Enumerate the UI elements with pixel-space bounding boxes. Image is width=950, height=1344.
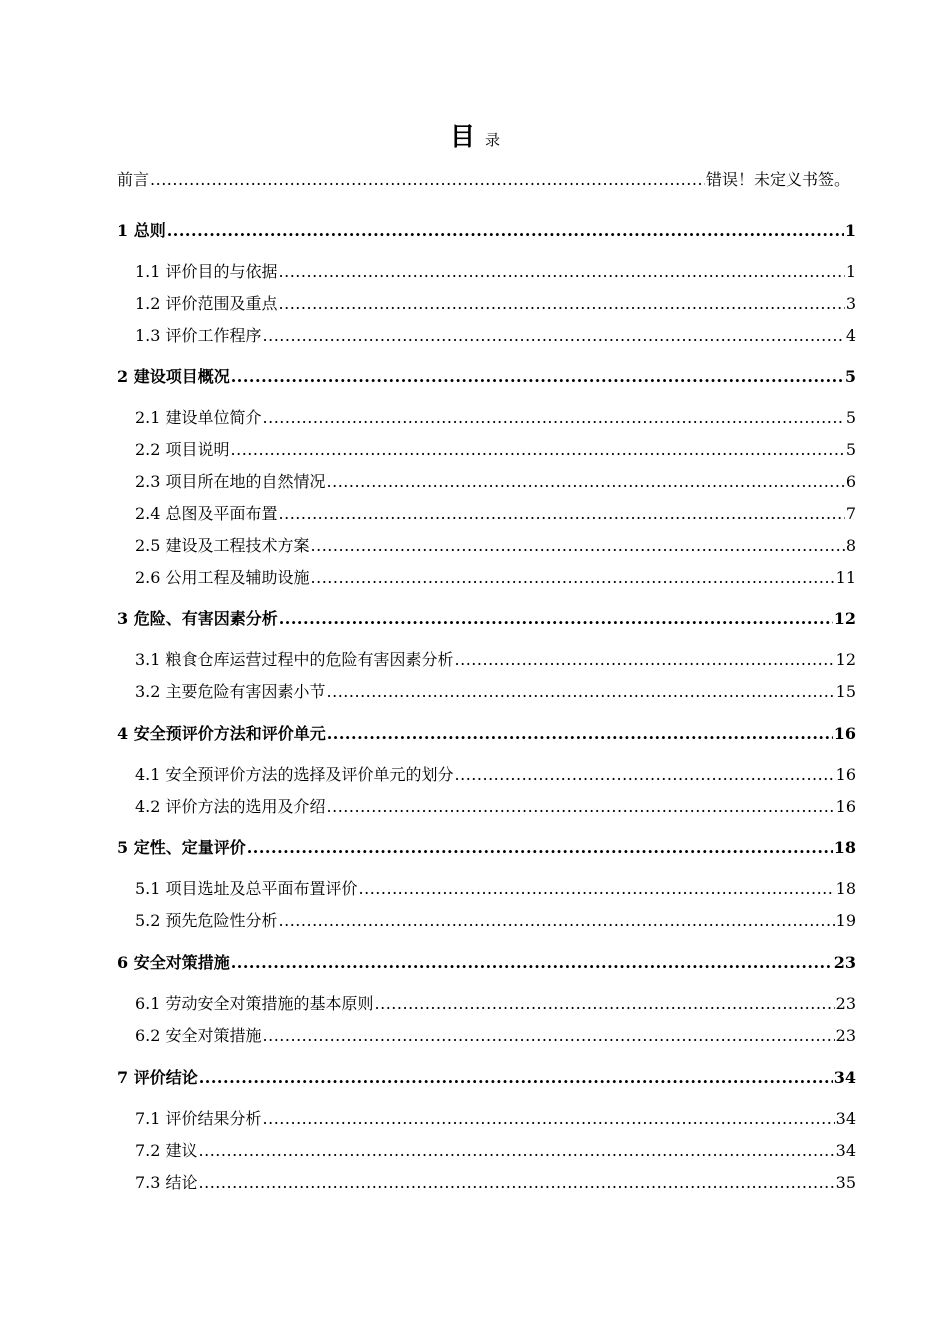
toc-leader-dots xyxy=(263,406,845,430)
toc-entry-page: 16 xyxy=(835,765,856,784)
toc-entry-page: 23 xyxy=(835,1026,856,1045)
toc-entry-page: 34 xyxy=(835,1141,856,1160)
toc-leader-dots xyxy=(231,438,845,462)
toc-entry-page: 5 xyxy=(845,440,856,459)
toc-entry-subsection[interactable] xyxy=(135,566,856,590)
toc-entry-label: 7 评价结论 xyxy=(117,1068,198,1087)
toc-entry-label: 2 建设项目概况 xyxy=(117,367,230,386)
toc-leader-dots xyxy=(327,680,835,704)
toc-entry-subsection[interactable] xyxy=(135,292,856,316)
toc-leader-dots xyxy=(455,763,835,787)
toc-entry-page: 34 xyxy=(833,1068,856,1087)
toc-entry-section[interactable] xyxy=(117,365,856,389)
toc-entry-subsection[interactable] xyxy=(135,324,856,348)
toc-entry-label: 1.3 评价工作程序 xyxy=(135,326,262,345)
toc-leader-dots xyxy=(231,951,833,975)
toc-leader-dots xyxy=(327,470,845,494)
toc-entry-page: 12 xyxy=(833,609,856,628)
toc-entry-label: 4.1 安全预评价方法的选择及评价单元的划分 xyxy=(135,765,454,784)
toc-entry-page: 12 xyxy=(835,650,856,669)
toc-entry-label: 6 安全对策措施 xyxy=(117,953,230,972)
toc-entry-subsection[interactable] xyxy=(135,1139,856,1163)
toc-entry-page: 16 xyxy=(835,797,856,816)
toc-leader-dots xyxy=(279,292,845,316)
toc-entry-section[interactable] xyxy=(117,836,856,860)
toc-leader-dots xyxy=(375,992,835,1016)
toc-entry-subsection[interactable] xyxy=(135,1171,856,1195)
toc-leader-dots xyxy=(279,909,835,933)
toc-entry-page: 34 xyxy=(835,1109,856,1128)
toc-entry-subsection[interactable] xyxy=(135,877,856,901)
toc-entry-preface[interactable] xyxy=(117,168,850,192)
toc-entry-label: 7.1 评价结果分析 xyxy=(135,1109,262,1128)
toc-entry-page: 8 xyxy=(845,536,856,555)
toc-entry-page: 35 xyxy=(835,1173,856,1192)
toc-entry-page: 23 xyxy=(833,953,856,972)
toc-leader-dots xyxy=(150,168,705,192)
toc-entry-section[interactable] xyxy=(117,1066,856,1090)
toc-entry-label: 2.4 总图及平面布置 xyxy=(135,504,278,523)
toc-leader-dots xyxy=(279,607,833,631)
toc-entry-page: 1 xyxy=(844,221,856,240)
toc-entry-page: 16 xyxy=(833,724,856,743)
toc-entry-page: 错误！未定义书签。 xyxy=(705,170,850,189)
toc-entry-label: 3 危险、有害因素分析 xyxy=(117,609,278,628)
toc-entry-section[interactable] xyxy=(117,951,856,975)
toc-entry-label: 6.1 劳动安全对策措施的基本原则 xyxy=(135,994,374,1013)
toc-entry-subsection[interactable] xyxy=(135,648,856,672)
toc-entry-label: 7.2 建议 xyxy=(135,1141,198,1160)
toc-leader-dots xyxy=(199,1171,835,1195)
toc-leader-dots xyxy=(359,877,835,901)
toc-entry-subsection[interactable] xyxy=(135,992,856,1016)
toc-leader-dots xyxy=(167,219,844,243)
toc-entry-subsection[interactable] xyxy=(135,1024,856,1048)
toc-entry-section[interactable] xyxy=(117,722,856,746)
toc-entry-subsection[interactable] xyxy=(135,260,856,284)
toc-entry-label: 1 总则 xyxy=(117,221,166,240)
toc-entry-page: 5 xyxy=(845,408,856,427)
toc-entry-page: 3 xyxy=(845,294,856,313)
toc-leader-dots xyxy=(311,534,845,558)
toc-entry-label: 1.2 评价范围及重点 xyxy=(135,294,278,313)
toc-entry-label: 2.2 项目说明 xyxy=(135,440,230,459)
toc-entry-subsection[interactable] xyxy=(135,438,856,462)
toc-entry-subsection[interactable] xyxy=(135,534,856,558)
toc-entry-page: 6 xyxy=(845,472,856,491)
toc-entry-page: 18 xyxy=(835,879,856,898)
toc-leader-dots xyxy=(247,836,833,860)
toc-entry-section[interactable] xyxy=(117,219,856,243)
toc-entry-label: 2.3 项目所在地的自然情况 xyxy=(135,472,326,491)
toc-entry-page: 19 xyxy=(835,911,856,930)
toc-entry-page: 7 xyxy=(845,504,856,523)
toc-entry-label: 5 定性、定量评价 xyxy=(117,838,246,857)
toc-leader-dots xyxy=(263,1107,835,1131)
toc-entry-page: 15 xyxy=(835,682,856,701)
toc-entry-label: 4 安全预评价方法和评价单元 xyxy=(117,724,326,743)
toc-entry-label: 2.6 公用工程及辅助设施 xyxy=(135,568,310,587)
toc-title-main: 目 xyxy=(449,122,475,151)
toc-title xyxy=(0,120,950,157)
toc-leader-dots xyxy=(263,324,845,348)
toc-leader-dots xyxy=(279,260,845,284)
toc-entry-subsection[interactable] xyxy=(135,406,856,430)
toc-entry-page: 23 xyxy=(835,994,856,1013)
toc-leader-dots xyxy=(455,648,835,672)
toc-entry-label: 4.2 评价方法的选用及介绍 xyxy=(135,797,326,816)
toc-entry-label: 前言 xyxy=(117,170,150,189)
toc-leader-dots xyxy=(199,1066,833,1090)
toc-entry-page: 18 xyxy=(833,838,856,857)
toc-entry-label: 3.2 主要危险有害因素小节 xyxy=(135,682,326,701)
toc-entry-label: 7.3 结论 xyxy=(135,1173,198,1192)
toc-leader-dots xyxy=(263,1024,835,1048)
toc-entry-label: 5.2 预先危险性分析 xyxy=(135,911,278,930)
toc-entry-section[interactable] xyxy=(117,607,856,631)
toc-entry-subsection[interactable] xyxy=(135,680,856,704)
toc-leader-dots xyxy=(311,566,835,590)
toc-entry-page: 1 xyxy=(845,262,856,281)
toc-leader-dots xyxy=(231,365,844,389)
toc-leader-dots xyxy=(327,795,835,819)
toc-entry-subsection[interactable] xyxy=(135,763,856,787)
toc-entry-subsection[interactable] xyxy=(135,470,856,494)
toc-entry-subsection[interactable] xyxy=(135,1107,856,1131)
toc-entry-page: 4 xyxy=(845,326,856,345)
toc-entry-label: 1.1 评价目的与依据 xyxy=(135,262,278,281)
toc-entry-label: 2.1 建设单位简介 xyxy=(135,408,262,427)
toc-entry-subsection[interactable] xyxy=(135,909,856,933)
toc-leader-dots xyxy=(199,1139,835,1163)
toc-entry-subsection[interactable] xyxy=(135,502,856,526)
toc-entry-page: 5 xyxy=(844,367,856,386)
toc-entry-label: 5.1 项目选址及总平面布置评价 xyxy=(135,879,358,898)
toc-title-sub: 录 xyxy=(485,131,501,149)
toc-entry-subsection[interactable] xyxy=(135,795,856,819)
toc-entry-label: 6.2 安全对策措施 xyxy=(135,1026,262,1045)
toc-entry-label: 3.1 粮食仓库运营过程中的危险有害因素分析 xyxy=(135,650,454,669)
toc-entry-label: 2.5 建设及工程技术方案 xyxy=(135,536,310,555)
toc-leader-dots xyxy=(279,502,845,526)
toc-entry-page: 11 xyxy=(835,568,856,587)
toc-leader-dots xyxy=(327,722,833,746)
